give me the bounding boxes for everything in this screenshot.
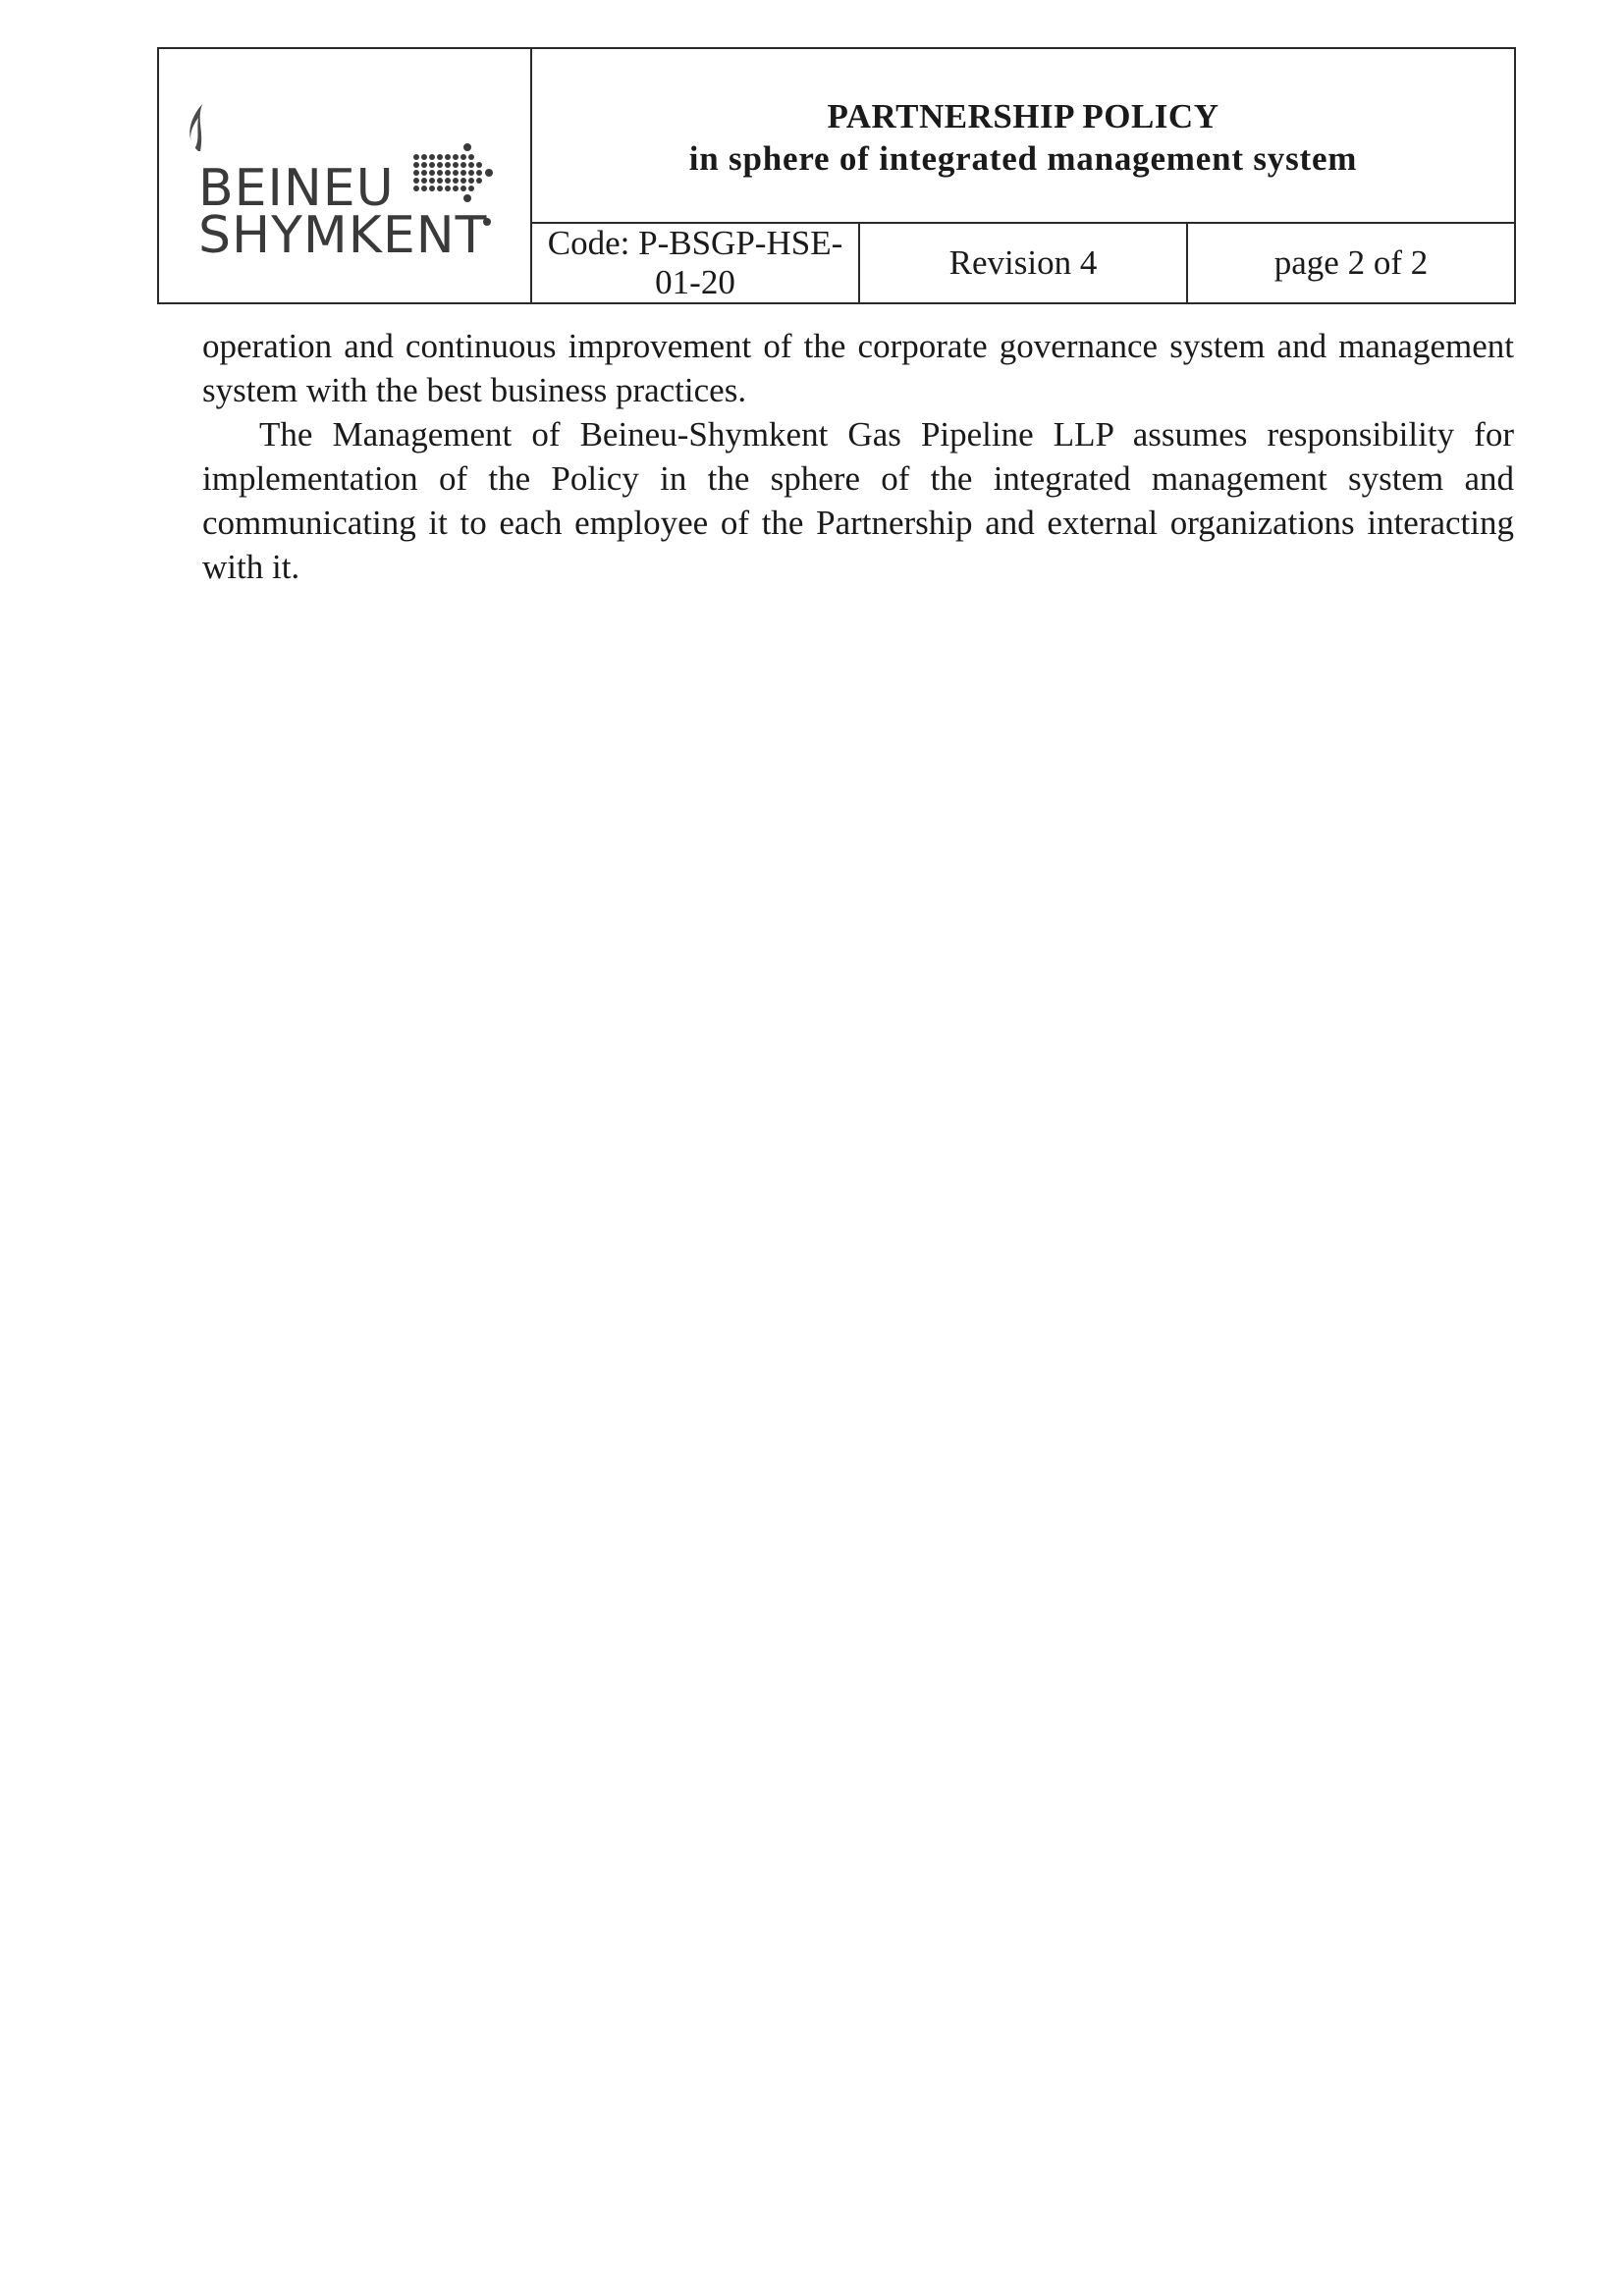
logo-text (198, 159, 488, 265)
document-title: PARTNERSHIP POLICY (827, 97, 1219, 135)
logo-line2: SHYMKENT (198, 206, 488, 265)
paragraph-continuation: operation and continuous improvement of the corporate governance system and management system with the best business practices. (202, 327, 1514, 409)
paragraph-responsibility: The Management of Beineu-Shymkent Gas Pipeline LLP assumes responsibility for implementation of the Policy in the sphere of the integrated management system and communicating it to each employee of the Partnership and external organizations interacting with it. (202, 415, 1514, 586)
logo-line1: BEINEU (198, 159, 395, 218)
document-subtitle: in sphere of integrated management system (688, 139, 1358, 178)
title-cell (531, 48, 1515, 223)
document-header (157, 47, 1516, 304)
document-body (202, 324, 1514, 589)
revision-number: Revision 4 (859, 223, 1187, 303)
company-logo (159, 59, 530, 293)
document-code: Code: P-BSGP-HSE-01-20 (531, 223, 859, 303)
page-number: page 2 of 2 (1187, 223, 1515, 303)
logo-cell (158, 48, 531, 303)
